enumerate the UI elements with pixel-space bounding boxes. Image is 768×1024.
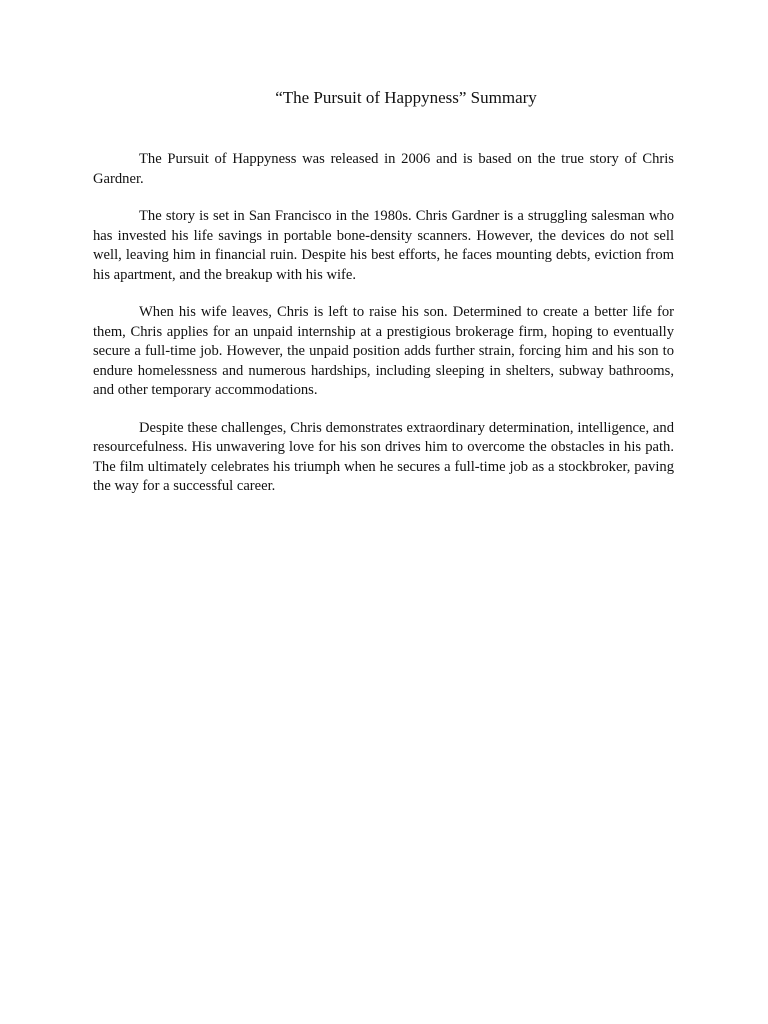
paragraph-1: The Pursuit of Happyness was released in 2006 and is based on the true story of Chris Gardner. bbox=[93, 151, 674, 187]
paragraph-4: Despite these challenges, Chris demonstrates extraordinary determination, intelligence, and resourcefulness. His unwavering love for his son drives him to overcome the obstacles in his path. The film ultimately celebrates his triumph when he secures a full-time job as a stockbroker, paving the way for a successful career. bbox=[93, 419, 674, 494]
document-body bbox=[93, 150, 674, 515]
paragraph-3: When his wife leaves, Chris is left to raise his son. Determined to create a better life for them, Chris applies for an unpaid internship at a prestigious brokerage firm, hoping to eventually secure a full-time job. However, the unpaid position adds further strain, forcing him and his son to endure homelessness and numerous hardships, including sleeping in shelters, subway bathrooms, and other temporary accommodations. bbox=[93, 304, 674, 398]
document-title: “The Pursuit of Happyness” Summary bbox=[275, 88, 537, 107]
paragraph-2: The story is set in San Francisco in the 1980s. Chris Gardner is a struggling salesman who has invested his life savings in portable bone-density scanners. However, the devices do not sell well, leaving him in financial ruin. Despite his best efforts, he faces mounting debts, eviction from his apartment, and the breakup with his wife. bbox=[93, 208, 674, 283]
